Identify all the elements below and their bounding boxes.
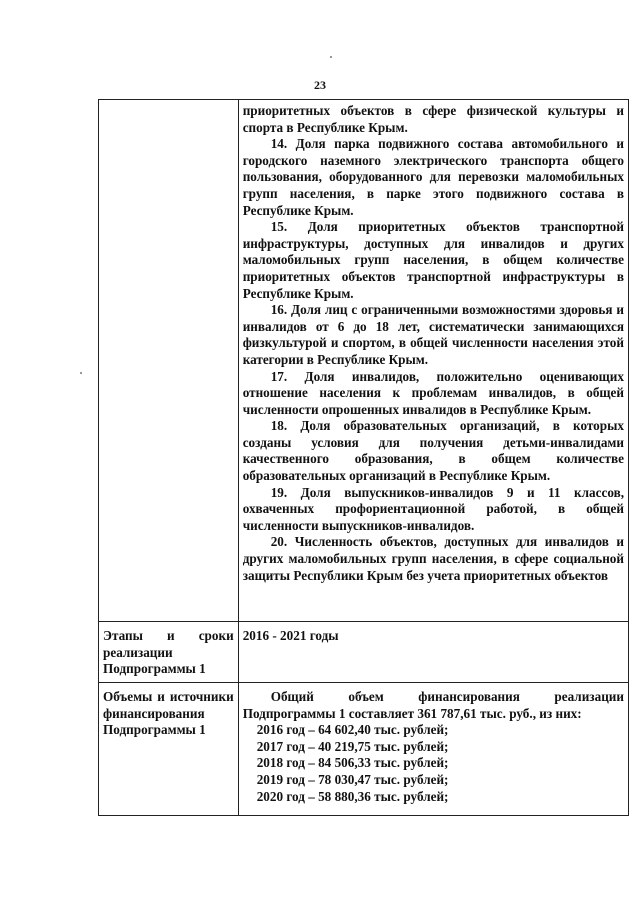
finance-year-2018: 2018 год – 84 506,33 тыс. рублей; [256,755,449,771]
table-row-indicators [99,100,629,622]
indicators-label-cell [99,100,239,622]
table-row-stages [99,622,629,683]
finance-intro: Общий объем финансирования реализации Подпрограммы 1 составляет 361 787,61 тыс. руб., из них: [242,689,624,721]
finance-year-2016: 2016 год – 64 602,40 тыс. рублей; [256,722,449,738]
stages-label: Этапы и сроки реализации Подпрограммы 1 [103,628,234,677]
finance-label: Объемы и источники финансирования Подпрограммы 1 [103,689,234,738]
indicator-continuation: приоритетных объектов в сфере физической культуры и спорта в Республике Крым. [242,103,624,135]
indicator-17: 17. Доля инвалидов, положительно оценивающих отношение населения к проблемам инвалидов, в общей численности опрошенных инвалидов в Республике Крым. [242,368,624,417]
finance-year-2019: 2019 год – 78 030,47 тыс. рублей; [256,771,449,787]
page-number: 23 [314,78,326,92]
indicators-value-cell [238,100,628,622]
finance-label-cell [99,683,239,816]
indicator-15: 15. Доля приоритетных объектов транспортной инфраструктуры, доступных для инвалидов и других маломобильных групп населения, в общем количестве приоритетных объектов транспортной инфраструктуры в Республике Крым. [242,219,624,301]
indicator-14: 14. Доля парка подвижного состава автомобильного и городского наземного электрического транспорта общего пользования, оборудованного для перевозки маломобильных групп населения, в парке этого подвижного состава в Республике Крым. [242,136,624,218]
indicator-18: 18. Доля образовательных организаций, в которых созданы условия для получения детьми-инвалидами качественного образования, в общем количестве образовательных организаций в Республике Крым. [242,418,624,484]
stages-value-cell [238,622,628,683]
stages-label-cell [99,622,239,683]
finance-year-2020: 2020 год – 58 880,36 тыс. рублей; [256,788,449,804]
scan-speck [330,56,332,58]
finance-year-2017: 2017 год – 40 219,75 тыс. рублей; [256,738,449,754]
stages-value: 2016 - 2021 годы [242,628,339,643]
indicator-16: 16. Доля лиц с ограниченными возможностями здоровья и инвалидов от 6 до 18 лет, систематически занимающихся физкультурой и спортом, в общей численности населения этой категории в Республике Крым. [242,302,624,367]
subprogram-passport-table [98,99,629,816]
table-row-finance [99,683,629,816]
scan-speck [80,372,82,374]
finance-value-cell [238,683,628,816]
indicator-19: 19. Доля выпускников-инвалидов 9 и 11 классов, охваченных профориентационной работой, в общей численности выпускников-инвалидов. [242,484,624,533]
indicator-20: 20. Численность объектов, доступных для инвалидов и других маломобильных групп населения, в сфере социальной защиты Республики Крым без учета приоритетных объектов [242,534,624,583]
